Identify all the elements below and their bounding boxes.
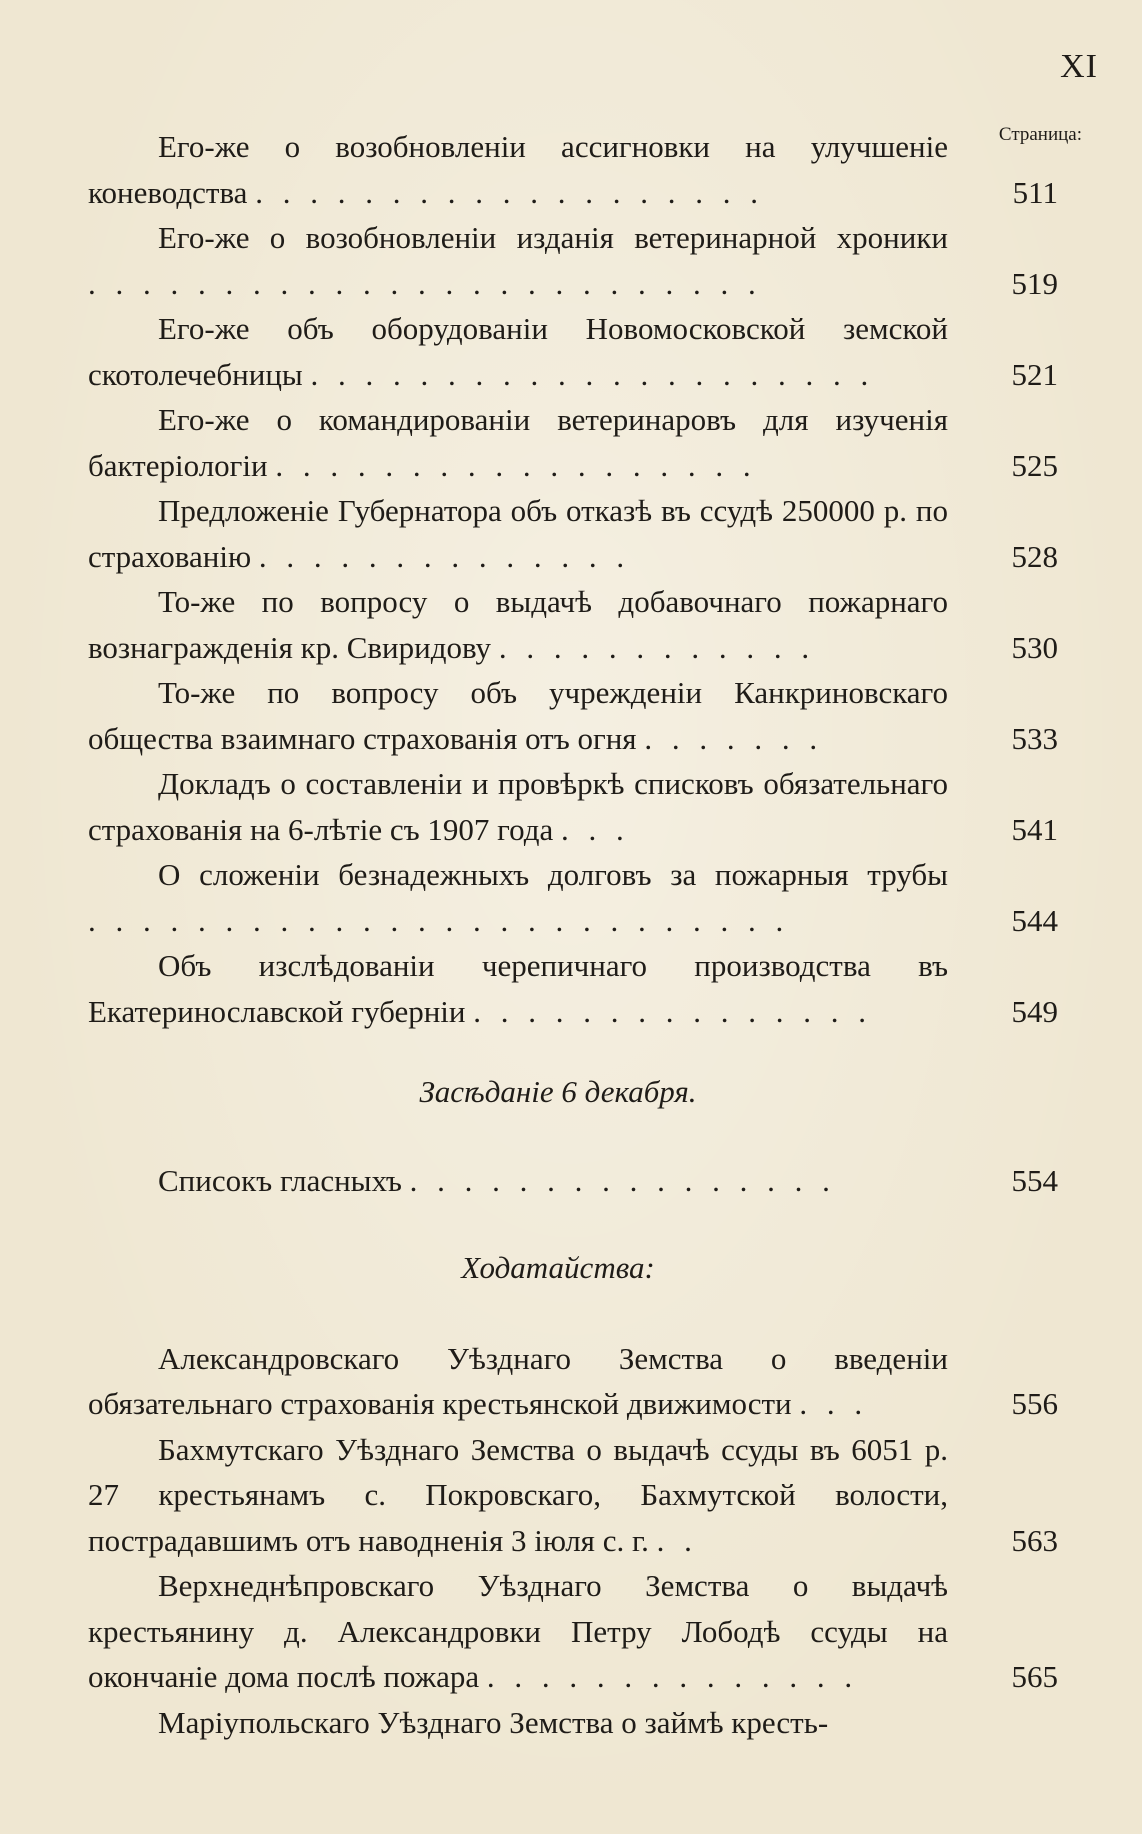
toc-leader-dots: . . . . . . . . . . . . [498, 629, 816, 665]
toc-group-2 [88, 1158, 1058, 1204]
toc-leader-dots: . . . . . . . . . . . . . . . . . . . . . . . . . . [88, 902, 790, 938]
toc-entry [88, 397, 1058, 488]
toc-entry-title: Верхнеднѣпровскаго Уѣзднаго Земства о выдачѣ крестьянину д. Александровки Петру Лободѣ ссуды на окончаніе дома послѣ пожара [88, 1568, 948, 1694]
toc-entry-title: О сложеніи безнадежныхъ долговъ за пожарныя трубы [158, 857, 948, 892]
toc-entry-page: 511 [1012, 174, 1058, 210]
toc-entry [88, 852, 1058, 943]
toc-entry [88, 306, 1058, 397]
toc-leader-dots: . . . . . . . . . . . . . . . . . . [275, 447, 757, 483]
toc-entry [88, 1700, 1058, 1746]
toc-leader-dots: . . . [560, 811, 630, 847]
toc-leader-dots: . . . . . . . [644, 720, 824, 756]
toc-entry-page: 541 [1011, 811, 1058, 847]
toc-entry-title: Объ изслѣдованіи черепичнаго производства въ Екатеринославской губерніи [88, 948, 948, 1029]
toc-entry-text [88, 215, 948, 306]
toc-entry-page: 556 [1011, 1386, 1058, 1421]
toc-entry-text [88, 852, 948, 943]
toc-entry-page: 544 [1011, 902, 1058, 938]
toc-entry-page: 525 [1011, 447, 1058, 483]
page-column-header: Страница: [998, 124, 1082, 145]
toc-entry [88, 1563, 1058, 1700]
toc-entry-title: Его-же о возобновленіи изданія ветеринарной хроники [158, 220, 948, 255]
toc-entry-text [88, 1563, 948, 1700]
toc-leader-dots: . . . . . . . . . . . . . . . [473, 993, 872, 1029]
toc-entry [88, 215, 1058, 306]
toc-entry-page: 554 [1011, 1163, 1058, 1198]
toc-entry-title: Его-же о командированіи ветеринаровъ для изученія бактеріологіи [88, 402, 948, 483]
toc-entry-text [88, 1158, 948, 1204]
toc-entry-title: Списокъ гласныхъ [158, 1163, 402, 1198]
toc-entry [88, 1427, 1058, 1564]
page-number: XI [1060, 48, 1098, 85]
table-of-contents [88, 124, 1058, 1745]
toc-entry-title: То-же по вопросу объ учрежденіи Канкриновскаго общества взаимнаго страхованія отъ огня [88, 675, 948, 756]
toc-entry-title: Предложеніе Губернатора объ отказѣ въ ссудѣ 250000 р. по страхованію [88, 493, 948, 574]
toc-leader-dots: . . . . . . . . . . . . . . [486, 1659, 859, 1694]
toc-entry-page: 521 [1011, 356, 1058, 392]
toc-group-3 [88, 1336, 1058, 1746]
section-title-session: Засѣданіе 6 декабря. [419, 1074, 697, 1109]
toc-entry-title: То-же по вопросу о выдачѣ добавочнаго пожарнаго вознагражденія кр. Свиридову [88, 584, 948, 665]
toc-entry [88, 124, 1058, 215]
toc-entry-text [88, 761, 948, 852]
toc-leader-dots: . . . . . . . . . . . . . . . . . . . . . . . . . [88, 265, 762, 301]
toc-entry-title: Докладъ о составленіи и провѣркѣ списковъ обязательнаго страхованія на 6-лѣтіе съ 1907 года [88, 766, 948, 847]
toc-entry [88, 579, 1058, 670]
toc-entry-page: 549 [1011, 993, 1058, 1029]
toc-entry-page: 563 [1011, 1522, 1058, 1558]
toc-entry-title: Бахмутскаго Уѣзднаго Земства о выдачѣ ссуды въ 6051 р. 27 крестьянамъ с. Покровскаго, Бахмутской волости, пострадавшимъ отъ наводненія 3 іюля с. г. [88, 1431, 948, 1558]
toc-leader-dots: . . . . . . . . . . . . . . . . . . . . . [310, 356, 875, 392]
toc-entry-page: 530 [1011, 629, 1058, 665]
toc-entry [88, 943, 1058, 1034]
toc-entry-text [88, 124, 948, 215]
toc-entry [88, 670, 1058, 761]
toc-entry-page: 519 [1011, 265, 1058, 301]
toc-entry-title: Маріупольскаго Уѣзднаго Земства о займѣ кресть- [158, 1704, 829, 1740]
toc-leader-dots: . . . . . . . . . . . . . . . . [409, 1163, 836, 1198]
toc-entry-page: 533 [1011, 720, 1058, 756]
toc-entry-text [88, 579, 948, 670]
toc-entry [88, 1336, 1058, 1427]
toc-entry-text [88, 397, 948, 488]
toc-entry-text [88, 1700, 948, 1746]
section-title-petitions: Ходатайства: [461, 1249, 655, 1285]
toc-entry [88, 488, 1058, 579]
toc-entry [88, 761, 1058, 852]
toc-leader-dots: . . . [799, 1386, 869, 1421]
toc-leader-dots: . . . . . . . . . . . . . . [258, 538, 631, 574]
toc-entry-text [88, 1336, 948, 1427]
toc-entry-title: Его-же о возобновленіи ассигновки на улучшеніе коневодства [88, 129, 948, 210]
toc-entry-page: 565 [1011, 1659, 1058, 1694]
toc-entry-title: Александровскаго Уѣзднаго Земства о введеніи обязательнаго страхованія крестьянской движимости [88, 1340, 948, 1421]
toc-group-1 [88, 124, 1058, 1034]
toc-entry-text [88, 943, 948, 1034]
toc-entry [88, 1158, 1058, 1204]
toc-leader-dots: . . . . . . . . . . . . . . . . . . . [255, 174, 764, 210]
toc-entry-text [88, 670, 948, 761]
toc-entry-page: 528 [1011, 538, 1058, 574]
toc-entry-text [88, 1427, 948, 1564]
toc-entry-title: Его-же объ оборудованіи Новомосковской земской скотолечебницы [88, 311, 948, 392]
toc-entry-text [88, 306, 948, 397]
toc-leader-dots: . . [656, 1522, 698, 1558]
toc-entry-text [88, 488, 948, 579]
